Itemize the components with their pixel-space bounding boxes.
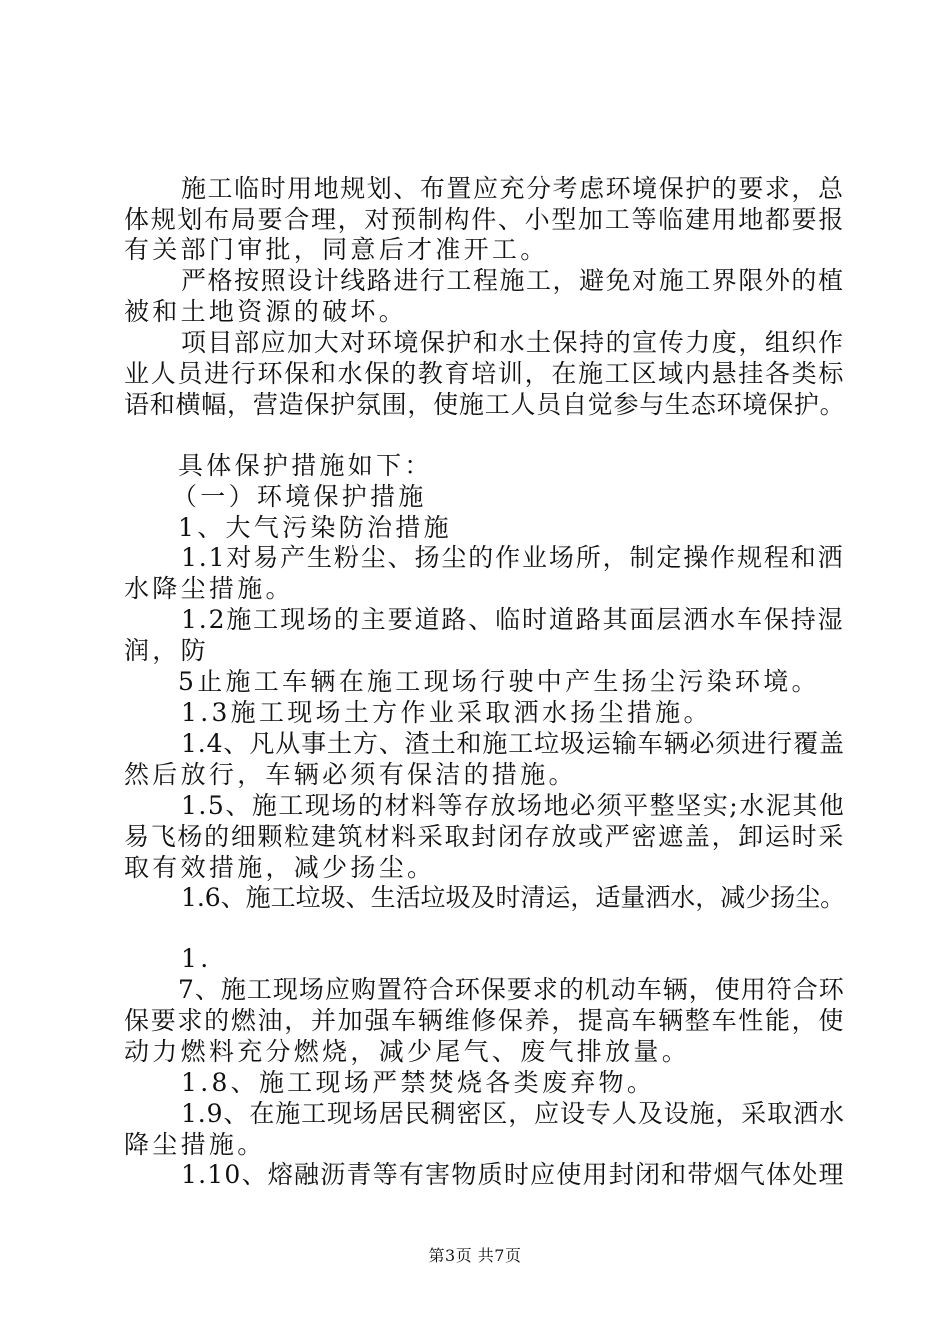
- text-line: 取有效措施，减少扬尘。: [124, 853, 436, 882]
- section-heading: （一）环境保护措施: [172, 482, 427, 511]
- text-line: 施工临时用地规划、布置应充分考虑环境保护的要求，总: [181, 174, 845, 203]
- text-line: 1.10、熔融沥青等有害物质时应使用封闭和带烟气体处理: [181, 1160, 845, 1189]
- text-line: 易飞杨的细颗粒建筑材料采取封闭存放或严密遮盖，卸运时采: [124, 822, 846, 851]
- subsection-heading: 1、大气污染防治措施: [178, 513, 452, 542]
- text-line: 有关部门审批，同意后才准开工。: [124, 235, 549, 264]
- text-line: 润，防: [124, 636, 209, 665]
- text-line: 1.9、在施工现场居民稠密区，应设专人及设施，采取洒水: [181, 1099, 845, 1128]
- text-line: 水降尘措施。: [124, 574, 294, 603]
- page-number-footer: 第3页 共7页: [428, 1246, 522, 1265]
- text-line: 动力燃料充分燃烧，减少尾气、废气排放量。: [124, 1037, 691, 1066]
- text-line: 具体保护措施如下：: [178, 451, 433, 480]
- text-line: 体规划布局要合理，对预制构件、小型加工等临建用地都要报: [124, 205, 846, 234]
- text-line: 1.1对易产生粉尘、扬尘的作业场所，制定操作规程和洒: [181, 543, 845, 572]
- text-line: 被和土地资源的破坏。: [124, 297, 408, 326]
- text-line: 项目部应加大对环境保护和水土保持的宣传力度，组织作: [181, 328, 845, 357]
- text-line: 5止施工车辆在施工现场行驶中产生扬尘污染环境。: [178, 667, 820, 696]
- text-line: 严格按照设计线路进行工程施工，避免对施工界限外的植: [181, 266, 845, 295]
- text-line: 1.: [181, 944, 212, 973]
- text-line: 1.2施工现场的主要道路、临时道路其面层洒水车保持湿: [181, 605, 845, 634]
- text-line: 7、施工现场应购置符合环保要求的机动车辆，使用符合环: [178, 975, 845, 1004]
- text-line: 1.4、凡从事土方、渣土和施工垃圾运输车辆必须进行覆盖: [181, 729, 845, 758]
- text-line: 1.5、施工现场的材料等存放场地必须平整坚实;水泥其他: [181, 791, 846, 820]
- text-line: 业人员进行环保和水保的教育培训，在施工区域内悬挂各类标: [124, 359, 846, 388]
- text-line: 降尘措施。: [124, 1130, 266, 1159]
- text-line: 然后放行，车辆必须有保洁的措施。: [124, 760, 577, 789]
- text-line: 1.8、施工现场严禁焚烧各类废弃物。: [181, 1068, 656, 1097]
- text-line: 语和横幅，营造保护氛围，使施工人员自觉参与生态环境保护。: [124, 390, 846, 419]
- text-line: 1.6、施工垃圾、生活垃圾及时清运，适量洒水，减少扬尘。: [181, 883, 846, 912]
- text-line: 1.3施工现场土方作业采取洒水扬尘措施。: [181, 698, 712, 727]
- text-line: 保要求的燃油，并加强车辆维修保养，提高车辆整车性能，使: [124, 1006, 846, 1035]
